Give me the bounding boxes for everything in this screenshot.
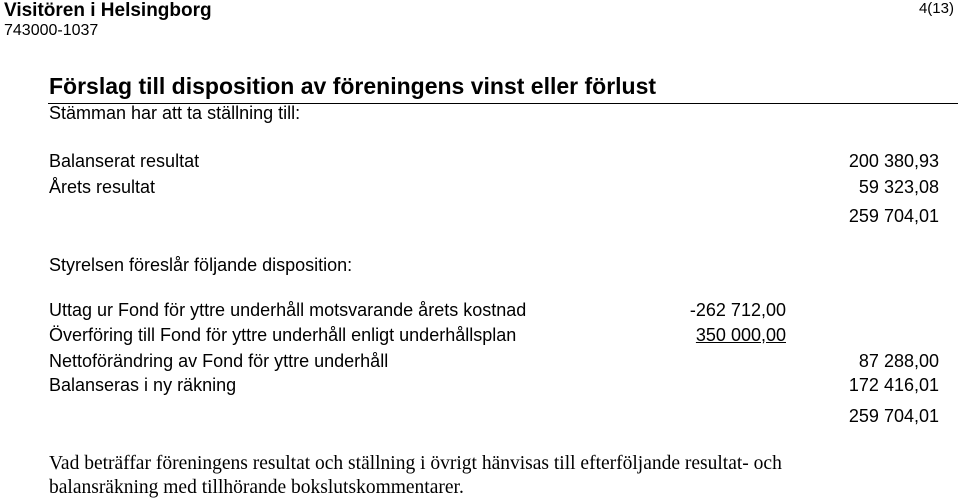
arets-resultat-label: Årets resultat — [49, 177, 156, 197]
proposal-row-value: 87 288,00 — [858, 351, 939, 371]
proposal-row-label: Överföring till Fond för yttre underhåll enligt underhållsplan — [49, 325, 517, 345]
organization-number: 743000-1037 — [4, 22, 99, 39]
arets-resultat-value: 59 323,08 — [858, 177, 939, 197]
proposal-total: 259 704,01 — [848, 406, 939, 426]
organization-name: Visitören i Helsingborg — [4, 0, 212, 21]
proposal-heading: Styrelsen föreslår följande disposition: — [49, 255, 353, 275]
footer-note-line-1: Vad beträffar föreningens resultat och ställning i övrigt hänvisas till efterföljande resultat- och — [49, 453, 782, 474]
section-title: Förslag till disposition av föreningens vinst eller förlust — [49, 73, 657, 99]
available-total: 259 704,01 — [848, 206, 939, 226]
proposal-row-label: Uttag ur Fond för yttre underhåll motsvarande årets kostnad — [49, 300, 527, 320]
section-subtitle: Stämman har att ta ställning till: — [49, 103, 301, 123]
proposal-row-subvalue: 350 000,00 — [695, 325, 786, 345]
balanserat-resultat-label: Balanserat resultat — [49, 151, 200, 171]
proposal-row-subvalue: -262 712,00 — [689, 300, 786, 320]
balanserat-resultat-value: 200 380,93 — [848, 151, 939, 171]
page-number: 4(13) — [918, 0, 954, 17]
footer-note-line-2: balansräkning med tillhörande bokslutskommentarer. — [49, 477, 464, 498]
proposal-row-label: Balanseras i ny räkning — [49, 375, 237, 395]
proposal-row-label: Nettoförändring av Fond för yttre underhåll — [49, 351, 389, 371]
proposal-row-value: 172 416,01 — [848, 375, 939, 395]
